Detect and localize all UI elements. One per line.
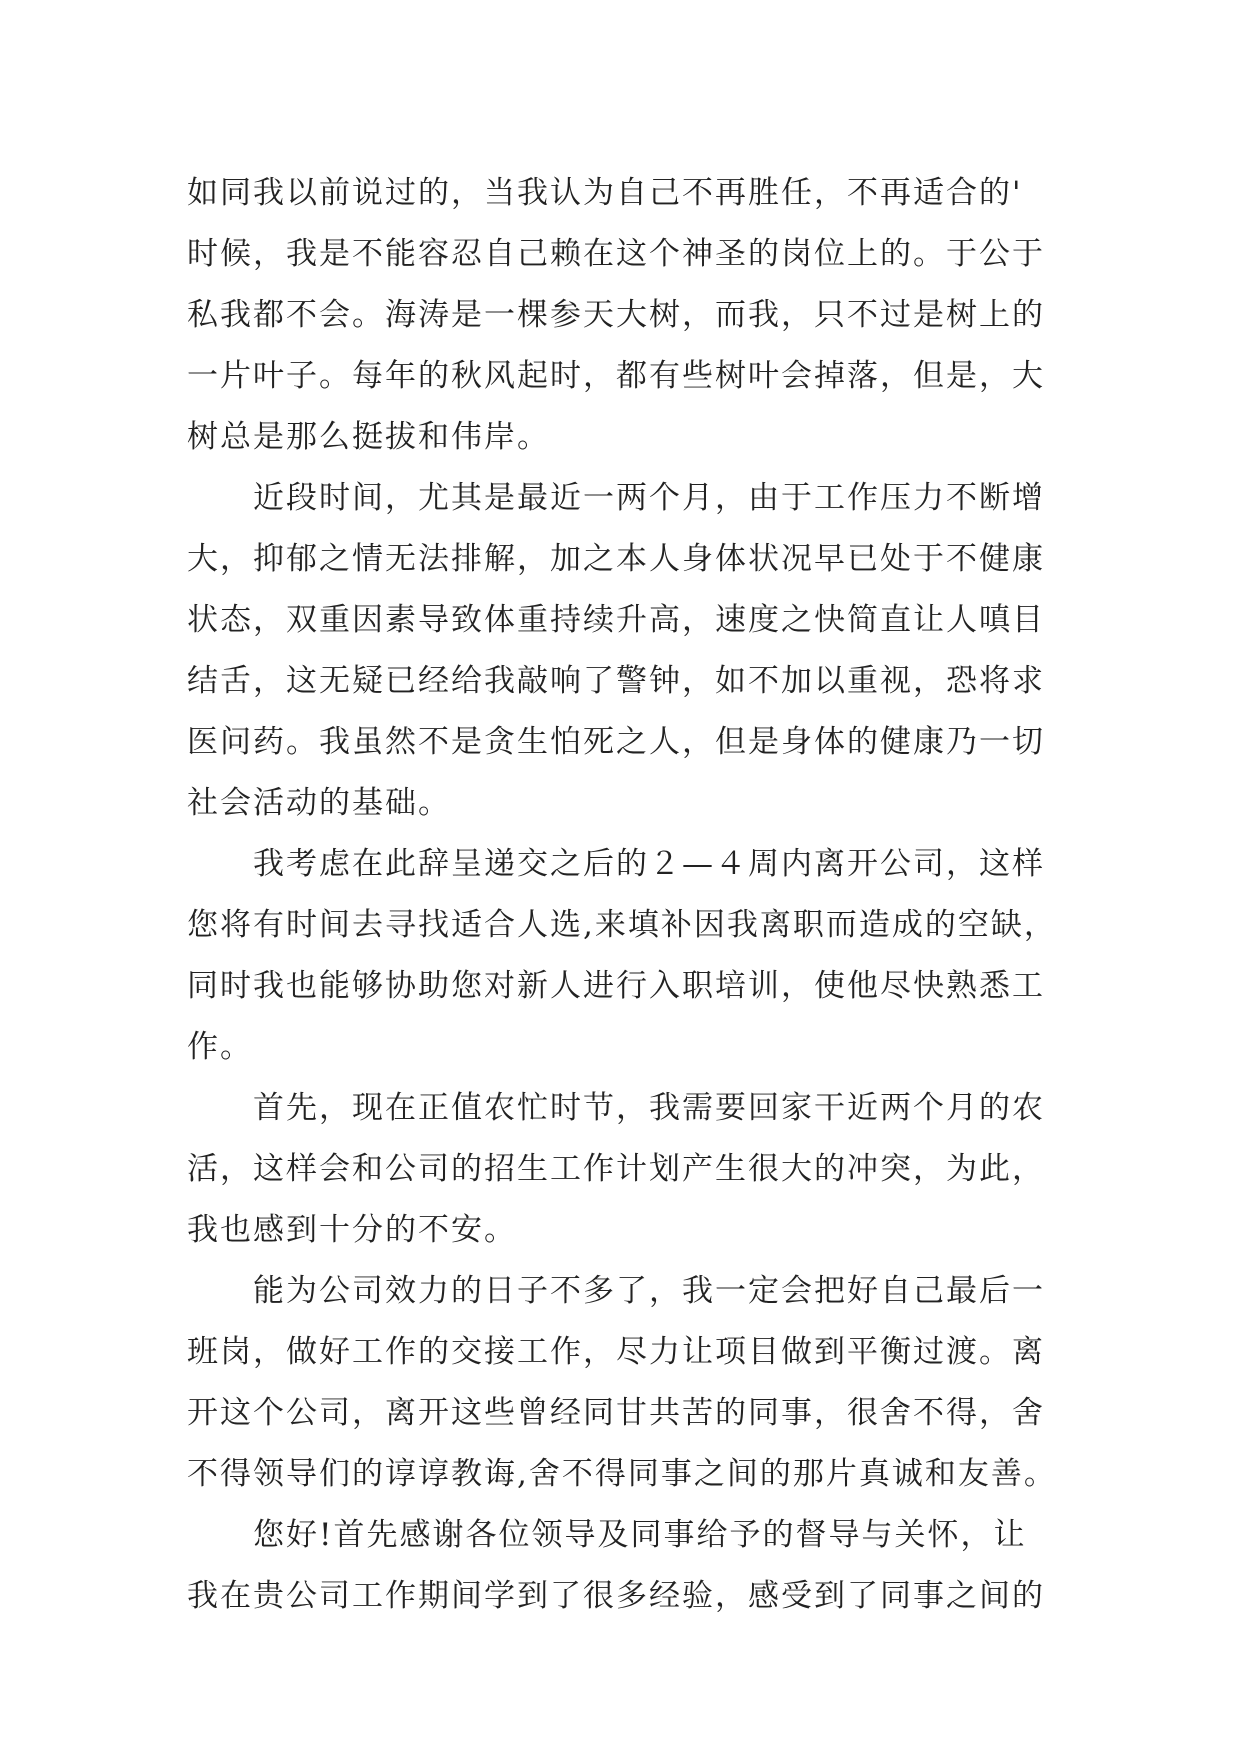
text-line: 如同我以前说过的，当我认为自己不再胜任，不再适合的': [187, 175, 1023, 211]
text-line: 开这个公司，离开这些曾经同甘共苦的同事，很舍不得，舍: [187, 1395, 1045, 1431]
text-line: 我在贵公司工作期间学到了很多经验，感受到了同事之间的: [187, 1578, 1045, 1614]
text-line: 大，抑郁之情无法排解，加之本人身体状况早已处于不健康: [187, 541, 1045, 577]
paragraph-1: [187, 163, 1057, 468]
paragraph-5: [187, 1261, 1057, 1505]
text-line: 首先，现在正值农忙时节，我需要回家干近两个月的农: [253, 1090, 1045, 1126]
text-line: 近段时间，尤其是最近一两个月，由于工作压力不断增: [253, 480, 1045, 516]
text-line: 私我都不会。海涛是一棵参天大树，而我，只不过是树上的: [187, 297, 1045, 333]
text-line: 时候，我是不能容忍自己赖在这个神圣的岗位上的。于公于: [187, 236, 1045, 272]
text-line: 树总是那么挺拔和伟岸。: [187, 419, 550, 455]
text-line: 班岗，做好工作的交接工作，尽力让项目做到平衡过渡。离: [187, 1334, 1045, 1370]
text-line: 同时我也能够协助您对新人进行入职培训，使他尽快熟悉工: [187, 968, 1045, 1004]
text-line: 活，这样会和公司的招生工作计划产生很大的冲突，为此，: [187, 1151, 1045, 1187]
text-line: 状态，双重因素导致体重持续升高，速度之快简直让人嗔目: [187, 602, 1045, 638]
text-line: 不得领导们的谆谆教诲,舍不得同事之间的那片真诚和友善。: [187, 1456, 1057, 1492]
paragraph-2: [187, 468, 1057, 834]
text-line: 作。: [187, 1029, 253, 1065]
text-line: 一片叶子。每年的秋风起时，都有些树叶会掉落，但是，大: [187, 358, 1045, 394]
text-line: 结舌，这无疑已经给我敲响了警钟，如不加以重视，恐将求: [187, 663, 1045, 699]
document-body: [187, 163, 1057, 1627]
text-line: 医问药。我虽然不是贪生怕死之人，但是身体的健康乃一切: [187, 724, 1045, 760]
paragraph-3: [187, 834, 1057, 1078]
paragraph-4: [187, 1078, 1057, 1261]
paragraph-6: [187, 1505, 1057, 1627]
text-line: 您将有时间去寻找适合人选,来填补因我离职而造成的空缺，: [187, 907, 1057, 943]
text-line: 能为公司效力的日子不多了，我一定会把好自己最后一: [253, 1273, 1045, 1309]
text-line: 社会活动的基础。: [187, 785, 451, 821]
text-line: 我也感到十分的不安。: [187, 1212, 517, 1248]
text-line: 您好!首先感谢各位领导及同事给予的督导与关怀，让: [253, 1517, 1027, 1553]
text-line: 我考虑在此辞呈递交之后的２—４周内离开公司，这样: [253, 846, 1045, 882]
